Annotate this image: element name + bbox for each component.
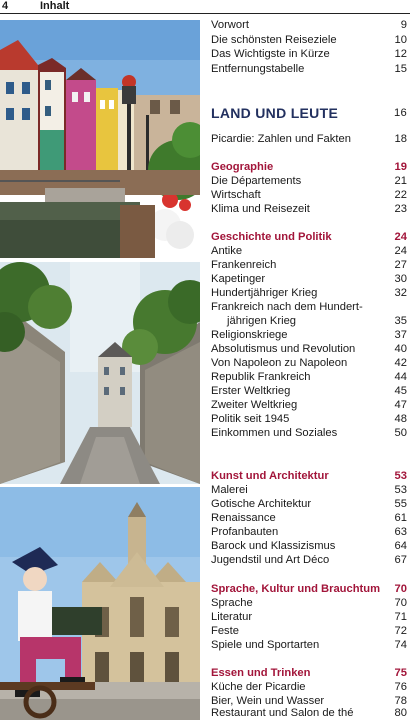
section-heading-label: Sprache, Kultur und Brauchtum [211, 583, 381, 595]
toc-entry[interactable] [211, 272, 407, 286]
toc-entry-page: 15 [394, 63, 407, 75]
toc-entry[interactable] [211, 286, 407, 300]
toc-entry-label: Literatur [211, 611, 253, 623]
toc-entry[interactable] [211, 62, 407, 76]
toc-entry-label: Politik seit 1945 [211, 413, 290, 425]
toc-entry[interactable] [211, 638, 407, 652]
toc-entry-page: 42 [394, 357, 407, 369]
toc-entry-label: Frankenreich [211, 259, 277, 271]
toc-entry-page: 24 [394, 245, 407, 257]
toc-entry-label: Vorwort [211, 19, 249, 31]
toc-entry-label: Kapetinger [211, 273, 266, 285]
toc-section-heading[interactable] [211, 469, 407, 483]
toc-entry-label: Renaissance [211, 512, 276, 524]
section-heading-page: 75 [394, 667, 407, 679]
toc-entry[interactable] [211, 596, 407, 610]
page-title: Inhalt [40, 0, 70, 12]
toc-entry-page: 18 [394, 133, 407, 145]
toc-entry[interactable] [211, 398, 407, 412]
toc-entry[interactable] [211, 497, 407, 511]
toc-entry[interactable] [211, 300, 407, 314]
toc-entry-label: Frankreich nach dem Hundert- [211, 301, 363, 313]
toc-entry-label: Spiele und Sportarten [211, 639, 320, 651]
toc-entry-label: Von Napoleon zu Napoleon [211, 357, 348, 369]
toc-entry-page: 76 [394, 681, 407, 693]
toc-entry[interactable] [211, 412, 407, 426]
toc-section-heading[interactable] [211, 160, 407, 174]
toc-entry-page: 64 [394, 540, 407, 552]
photo-cathedral-figure [0, 487, 200, 720]
toc-entry[interactable] [211, 244, 407, 258]
toc-entry-label: Malerei [211, 484, 248, 496]
toc-entry[interactable] [211, 680, 407, 694]
toc-entry-page: 21 [394, 175, 407, 187]
toc-entry-label: Die Départements [211, 175, 302, 187]
toc-entry[interactable] [211, 174, 407, 188]
toc-entry-label: Feste [211, 625, 239, 637]
toc-section-heading[interactable] [211, 666, 407, 680]
toc-entry[interactable] [211, 18, 407, 32]
section-heading-label: Geschichte und Politik [211, 231, 332, 243]
toc-entry-label: Profanbauten [211, 526, 279, 538]
toc-entry-page: 40 [394, 343, 407, 355]
toc-entry-page: 27 [394, 259, 407, 271]
toc-entry-label: Picardie: Zahlen und Fakten [211, 133, 351, 145]
toc-entry-label: Jugendstil und Art Déco [211, 554, 330, 566]
toc-entry[interactable] [211, 314, 407, 328]
toc-entry-page: 32 [394, 287, 407, 299]
toc-entry[interactable] [211, 624, 407, 638]
toc-entry[interactable] [211, 356, 407, 370]
toc-entry-label: Religionskriege [211, 329, 288, 341]
toc-entry-page: 78 [394, 695, 407, 707]
toc-entry[interactable] [211, 706, 407, 720]
toc-entry-page: 12 [394, 48, 407, 60]
toc-entry-page: 48 [394, 413, 407, 425]
toc-entry-page: 23 [394, 203, 407, 215]
toc-entry[interactable] [211, 33, 407, 47]
toc-entry[interactable] [211, 610, 407, 624]
toc-entry-page: 50 [394, 427, 407, 439]
toc-entry-label: Küche der Picardie [211, 681, 306, 693]
toc-entry-page: 53 [394, 484, 407, 496]
toc-entry-label: Absolutismus und Revolution [211, 343, 356, 355]
part-title-label: LAND UND LEUTE [211, 105, 339, 121]
toc-entry[interactable] [211, 342, 407, 356]
toc-entry[interactable] [211, 202, 407, 216]
toc-entry-label: Hundertjähriger Krieg [211, 287, 318, 299]
toc-entry-page: 63 [394, 526, 407, 538]
toc-entry-page: 67 [394, 554, 407, 566]
photo-canal-houses [0, 20, 200, 258]
toc-entry-page: 61 [394, 512, 407, 524]
toc-entry-page: 44 [394, 371, 407, 383]
toc-entry-label: Zweiter Weltkrieg [211, 399, 298, 411]
toc-entry[interactable] [211, 47, 407, 61]
toc-entry-label: jährigen Krieg [227, 315, 297, 327]
toc-entry-page: 22 [394, 189, 407, 201]
section-heading-page: 70 [394, 583, 407, 595]
toc-entry[interactable] [211, 553, 407, 567]
toc-entry-label: Die schönsten Reiseziele [211, 34, 337, 46]
toc-entry[interactable] [211, 483, 407, 497]
toc-entry-page: 80 [394, 707, 407, 719]
part-title-page: 16 [393, 107, 407, 119]
toc-entry-label: Entfernungstabelle [211, 63, 305, 75]
toc-entry-page: 30 [394, 273, 407, 285]
toc-entry-page: 55 [394, 498, 407, 510]
toc-entry[interactable] [211, 188, 407, 202]
toc-entry-page: 71 [394, 611, 407, 623]
toc-entry[interactable] [211, 328, 407, 342]
toc-entry[interactable] [211, 539, 407, 553]
toc-entry-page: 47 [394, 399, 407, 411]
toc-entry[interactable] [211, 426, 407, 440]
toc-entry-label: Wirtschaft [211, 189, 261, 201]
section-heading-label: Essen und Trinken [211, 667, 311, 679]
toc-entry-page: 35 [394, 315, 407, 327]
toc-entry-page: 74 [394, 639, 407, 651]
table-of-contents [211, 0, 407, 720]
toc-section-heading[interactable] [211, 582, 407, 596]
toc-entry[interactable] [211, 132, 407, 146]
toc-entry[interactable] [211, 384, 407, 398]
toc-entry-label: Republik Frankreich [211, 371, 311, 383]
toc-part-title[interactable] [211, 103, 407, 123]
toc-entry[interactable] [211, 525, 407, 539]
toc-entry-label: Erster Weltkrieg [211, 385, 291, 397]
section-heading-page: 24 [394, 231, 407, 243]
toc-entry-page: 72 [394, 625, 407, 637]
page-number: 4 [2, 0, 9, 12]
toc-entry[interactable] [211, 258, 407, 272]
toc-entry-page: 70 [394, 597, 407, 609]
toc-section-heading[interactable] [211, 230, 407, 244]
toc-entry[interactable] [211, 370, 407, 384]
section-heading-label: Kunst und Architektur [211, 470, 329, 482]
toc-entry-label: Bier, Wein und Wasser [211, 695, 325, 707]
toc-entry-page: 45 [394, 385, 407, 397]
section-heading-page: 19 [394, 161, 407, 173]
toc-entry-label: Gotische Architektur [211, 498, 312, 510]
toc-entry-label: Restaurant und Salon de thé [211, 707, 354, 719]
toc-entry-page: 10 [394, 34, 407, 46]
toc-entry-label: Einkommen und Soziales [211, 427, 338, 439]
photo-cobbled-lane [0, 262, 200, 484]
toc-entry[interactable] [211, 511, 407, 525]
toc-entry-label: Barock und Klassizismus [211, 540, 336, 552]
toc-entry-page: 37 [394, 329, 407, 341]
toc-entry-label: Antike [211, 245, 243, 257]
section-heading-label: Geographie [211, 161, 274, 173]
toc-entry-label: Das Wichtigste in Kürze [211, 48, 330, 60]
toc-entry-page: 9 [400, 19, 407, 31]
section-heading-page: 53 [394, 470, 407, 482]
toc-entry-label: Sprache [211, 597, 253, 609]
toc-entry-label: Klima und Reisezeit [211, 203, 310, 215]
